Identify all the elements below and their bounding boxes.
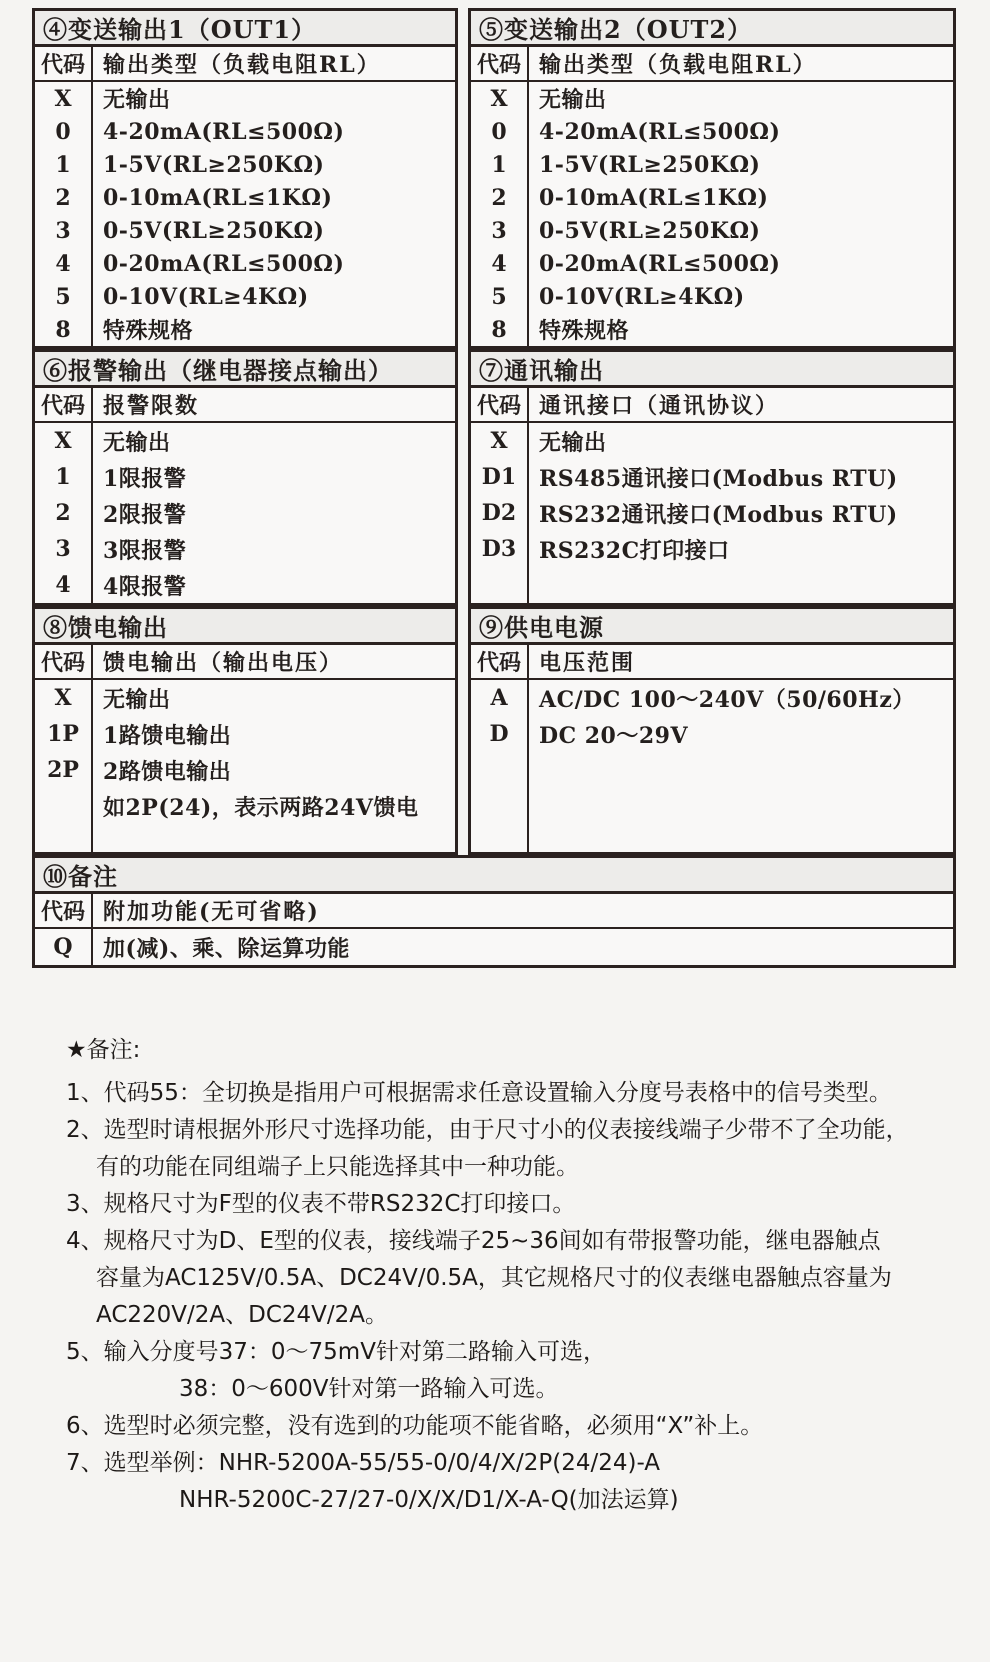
section-title: ⑧馈电输出 xyxy=(35,609,455,645)
footnotes-list xyxy=(66,1075,926,1519)
code-cell: 8 xyxy=(55,316,71,343)
code-cell: 5 xyxy=(55,283,71,310)
description-cell: RS485通讯接口(Modbus RTU) xyxy=(539,465,898,492)
section-grid xyxy=(35,47,455,346)
description-cell: DC 20～29V xyxy=(539,722,689,749)
description-cell: RS232C打印接口 xyxy=(539,537,730,564)
footnote-line: 6、选型时必须完整，没有选到的功能项不能省略，必须用“X”补上。 xyxy=(66,1413,764,1439)
description-cell: 0-20mA(RL≤500Ω) xyxy=(539,250,781,277)
description-cell: 0-10mA(RL≤1KΩ) xyxy=(539,184,769,211)
code-column-header: 代码 xyxy=(35,894,91,929)
description-cell: 0-10V(RL≥4KΩ) xyxy=(539,283,745,310)
description-cell: 4限报警 xyxy=(103,573,187,600)
section-grid xyxy=(471,388,953,603)
code-cell: D1 xyxy=(481,464,517,490)
code-cell: 0 xyxy=(491,118,507,145)
description-column-header: 附加功能(无可省略) xyxy=(91,894,953,929)
section-title: ⑩备注 xyxy=(35,858,953,894)
description-column-header: 馈电输出（输出电压） xyxy=(91,645,455,680)
table-alarm-output xyxy=(32,349,458,606)
table-row-alarm-comm xyxy=(32,349,956,606)
code-cell: 1 xyxy=(491,151,507,178)
table-row-transmit-outputs xyxy=(32,8,956,349)
code-cell: 2 xyxy=(491,184,507,211)
description-cell: 无输出 xyxy=(103,87,171,113)
footnote-line: 2、选型时请根据外形尺寸选择功能，由于尺寸小的仪表接线端子少带不了全功能， xyxy=(66,1117,909,1143)
code-cell: D xyxy=(489,721,509,747)
code-cell: X xyxy=(54,428,72,454)
code-cell: 4 xyxy=(55,250,71,277)
footnotes-title: ★备注: xyxy=(66,1037,141,1063)
description-cell: 无输出 xyxy=(103,429,171,456)
code-cell xyxy=(35,788,91,824)
code-cell: 1 xyxy=(55,151,71,178)
code-column-header: 代码 xyxy=(35,47,91,82)
description-cell: 无输出 xyxy=(539,87,607,113)
code-cell: 3 xyxy=(55,536,71,562)
section-title: ④变送输出1（OUT1） xyxy=(35,11,455,47)
footnote-line: 3、规格尺寸为F型的仪表不带RS232C打印接口。 xyxy=(66,1191,576,1217)
section-grid xyxy=(471,645,953,852)
description-cell: 2限报警 xyxy=(103,501,187,528)
description-cell: 特殊规格 xyxy=(539,318,630,344)
code-cell: Q xyxy=(53,934,73,960)
description-column-header: 电压范围 xyxy=(527,645,953,680)
description-cell: 4-20mA(RL≤500Ω) xyxy=(103,118,345,145)
description-cell: 特殊规格 xyxy=(103,318,194,344)
code-cell: X xyxy=(490,85,508,112)
footnote-line: 5、输入分度号37：0～75mV针对第二路输入可选， xyxy=(66,1339,606,1365)
description-cell: 3限报警 xyxy=(103,537,187,564)
code-cell: 8 xyxy=(491,316,507,343)
code-cell: A xyxy=(490,685,508,711)
description-cell: 无输出 xyxy=(539,429,607,456)
code-column-header: 代码 xyxy=(471,645,527,680)
description-cell: 无输出 xyxy=(103,686,171,713)
description-cell: 0-5V(RL≥250KΩ) xyxy=(539,217,761,244)
description-cell: AC/DC 100～240V（50/60Hz） xyxy=(539,686,915,713)
section-title: ⑨供电电源 xyxy=(471,609,953,645)
table-row-feed-power xyxy=(32,606,956,855)
description-column-header: 输出类型（负载电阻RL） xyxy=(91,47,455,82)
description-cell: 1路馈电输出 xyxy=(103,722,232,749)
section-grid xyxy=(35,894,953,965)
selection-tables xyxy=(32,8,956,968)
section-grid xyxy=(471,47,953,346)
code-column-header: 代码 xyxy=(471,47,527,82)
footnote-line: 1、代码55：全切换是指用户可根据需求任意设置输入分度号表格中的信号类型。 xyxy=(66,1080,892,1106)
footnote-line: 容量为AC125V/0.5A、DC24V/0.5A，其它规格尺寸的仪表继电器触点容量为 xyxy=(96,1265,892,1291)
footnote-line: 有的功能在同组端子上只能选择其中一种功能。 xyxy=(96,1154,579,1180)
description-cell: 加(减)、乘、除运算功能 xyxy=(103,935,350,962)
code-column-header: 代码 xyxy=(35,388,91,423)
table-transmit-output-2 xyxy=(468,8,956,349)
description-cell: 0-5V(RL≥250KΩ) xyxy=(103,217,325,244)
code-cell: X xyxy=(490,428,508,454)
footnote-line: 7、选型举例：NHR-5200A-55/55-0/0/4/X/2P(24/24)-A xyxy=(66,1450,661,1476)
code-column-header: 代码 xyxy=(35,645,91,680)
footnote-line: 4、规格尺寸为D、E型的仪表，接线端子25~36间如有带报警功能，继电器触点 xyxy=(66,1228,881,1254)
code-cell: 2 xyxy=(55,500,71,526)
code-cell: 4 xyxy=(55,572,71,598)
footnotes xyxy=(66,1032,926,1519)
code-cell: 3 xyxy=(55,217,71,244)
description-cell: 0-10V(RL≥4KΩ) xyxy=(103,283,309,310)
description-cell: 0-20mA(RL≤500Ω) xyxy=(103,250,345,277)
code-cell: 4 xyxy=(491,250,507,277)
code-cell: 0 xyxy=(55,118,71,145)
code-cell: X xyxy=(54,85,72,112)
footnote-line: 38：0～600V针对第一路输入可选。 xyxy=(179,1376,559,1402)
description-column-header: 输出类型（负载电阻RL） xyxy=(527,47,953,82)
description-cell: 0-10mA(RL≤1KΩ) xyxy=(103,184,333,211)
description-cell: 2路馈电输出 xyxy=(103,758,232,785)
code-cell: 2 xyxy=(55,184,71,211)
description-cell: 如2P(24)，表示两路24V馈电 xyxy=(103,794,419,821)
description-cell: 1限报警 xyxy=(103,465,187,492)
code-cell: D3 xyxy=(481,536,517,562)
section-title: ⑥报警输出（继电器接点输出） xyxy=(35,352,455,388)
description-cell: RS232通讯接口(Modbus RTU) xyxy=(539,501,898,528)
description-column-header: 报警限数 xyxy=(91,388,455,423)
code-cell: D2 xyxy=(481,500,517,526)
code-cell: 2P xyxy=(47,757,79,783)
code-column-header: 代码 xyxy=(471,388,527,423)
description-cell: 1-5V(RL≥250KΩ) xyxy=(539,151,761,178)
description-cell: 1-5V(RL≥250KΩ) xyxy=(103,151,325,178)
code-cell: X xyxy=(54,685,72,711)
table-feed-output xyxy=(32,606,458,855)
code-cell: 1P xyxy=(47,721,79,747)
description-column-header: 通讯接口（通讯协议） xyxy=(527,388,953,423)
section-grid xyxy=(35,388,455,603)
table-power-supply xyxy=(468,606,956,855)
code-cell: 1 xyxy=(55,464,71,490)
footnote-line: AC220V/2A、DC24V/2A。 xyxy=(96,1302,389,1328)
section-title: ⑤变送输出2（OUT2） xyxy=(471,11,953,47)
table-communication-output xyxy=(468,349,956,606)
table-remarks xyxy=(32,855,956,968)
table-transmit-output-1 xyxy=(32,8,458,349)
section-title: ⑦通讯输出 xyxy=(471,352,953,388)
description-cell: 4-20mA(RL≤500Ω) xyxy=(539,118,781,145)
code-cell: 3 xyxy=(491,217,507,244)
footnote-line: NHR-5200C-27/27-0/X/X/D1/X-A-Q(加法运算) xyxy=(179,1487,679,1513)
code-cell: 5 xyxy=(491,283,507,310)
section-grid xyxy=(35,645,455,852)
